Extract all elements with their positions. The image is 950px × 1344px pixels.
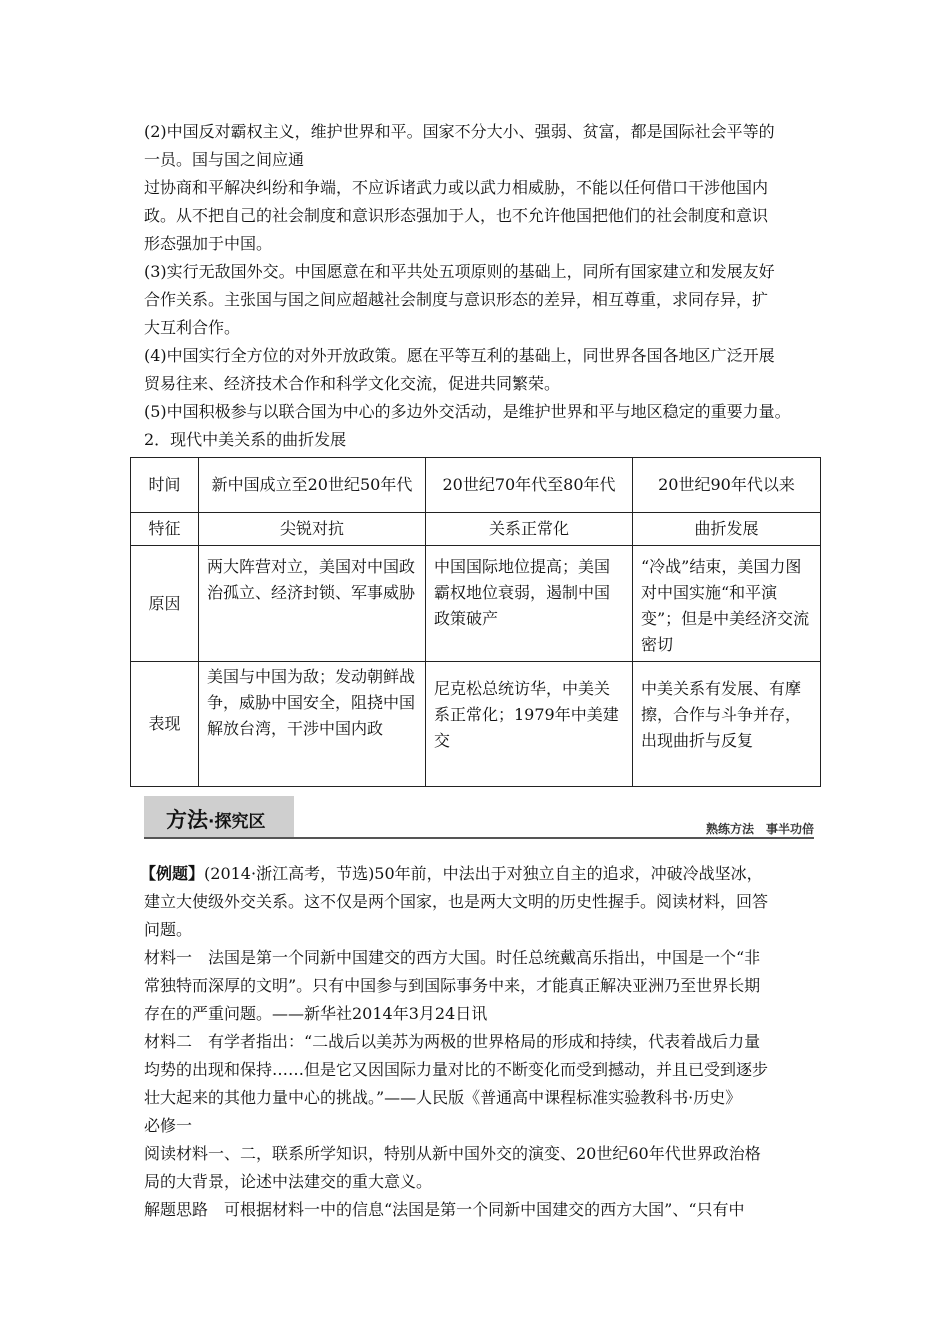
text-line [140,860,820,888]
text-line: 局的大背景，论述中法建交的重大意义。 [144,1172,433,1191]
paragraph-point-2 [144,118,814,258]
table-row [131,458,821,513]
text-line: 解题思路 可根据材料一中的信息“法国是第一个同新中国建交的西方大国”、“只有中 [144,1200,745,1219]
example-label: 【例题】 [140,864,205,883]
text-line: 政。从不把自己的社会制度和意识形态强加于人，也不允许他国把他们的社会制度和意识 [144,206,769,225]
text-line: 建立大使级外交关系。这不仅是两个国家，也是两大文明的历史性握手。阅读材料，回答 [144,892,769,911]
text-line: 问题。 [144,920,193,939]
table-cell: 时间 [131,458,199,513]
text-line: 过协商和平解决纠纷和争端，不应诉诸武力或以武力相威胁，不能以任何借口干涉他国内 [144,178,769,197]
table-cell: 20世纪90年代以来 [633,458,821,513]
table-cell: 中国国际地位提高；美国霸权地位衰弱，遏制中国政策破产 [426,546,633,662]
table-cell: 新中国成立至20世纪50年代 [199,458,426,513]
table-row [131,513,821,546]
example-block [140,860,820,1224]
table-cell: 尼克松总统访华，中美关系正常化；1979年中美建交 [426,662,633,787]
table-cell: 美国与中国为敌；发动朝鲜战争，威胁中国安全，阻挠中国解放台湾，干涉中国内政 [199,662,426,787]
table-cell: 20世纪70年代至80年代 [426,458,633,513]
table-cell: “冷战”结束，美国力图对中国实施“和平演变”；但是中美经济交流密切 [633,546,821,662]
banner-tagline: 熟练方法 事半功倍 [705,822,814,836]
text-line: 存在的严重问题。——新华社2014年3月24日讯 [144,1004,488,1023]
us-china-relations-table [130,457,821,787]
text-line: 必修一 [144,1116,193,1135]
text-line: 材料二 有学者指出：“二战后以美苏为两极的世界格局的形成和持续，代表着战后力量 [144,1032,761,1051]
text-line: 合作关系。主张国与国之间应超越社会制度与意识形态的差异，相互尊重，求同存异，扩 [144,290,769,309]
table-row [131,546,821,662]
text-line-content: (2014·浙江高考，节选)50年前，中法出于对独立自主的追求，冲破冷战坚冰， [204,864,763,883]
banner-title-main: 方法 [166,808,208,832]
text-line: 形态强加于中国。 [144,234,273,253]
banner-rule [144,837,814,839]
text-line: 一员。国与国之间应通 [144,150,305,169]
paragraph-point-3 [144,258,814,342]
text-line: 均势的出现和保持……但是它又因国际力量对比的不断变化而受到撼动，并且已受到逐步 [144,1060,769,1079]
text-line: 壮大起来的其他力量中心的挑战。”——人民版《普通高中课程标准实验教科书·历史》 [144,1088,742,1107]
table-cell: 曲折发展 [633,513,821,546]
table-cell: 原因 [131,546,199,662]
text-line: 贸易往来、经济技术合作和科学文化交流，促进共同繁荣。 [144,374,561,393]
text-line: 材料一 法国是第一个同新中国建交的西方大国。时任总统戴高乐指出，中国是一个“非 [144,948,761,967]
paragraph-point-5 [144,398,814,426]
text-line: 常独特而深厚的文明”。只有中国参与到国际事务中来，才能真正解决亚洲乃至世界长期 [144,976,761,995]
heading-text: 2．现代中美关系的曲折发展 [144,430,347,449]
table-cell: 关系正常化 [426,513,633,546]
text-line: 阅读材料一、二，联系所学知识，特别从新中国外交的演变、20世纪60年代世界政治格 [144,1144,761,1163]
text-line: (4)中国实行全方位的对外开放政策。愿在平等互利的基础上，同世界各国各地区广泛开展 [144,346,775,365]
table-cell: 特征 [131,513,199,546]
section-heading [144,426,814,454]
section-banner [144,796,814,840]
table-cell: 表现 [131,662,199,787]
table-cell: 中美关系有发展、有摩擦，合作与斗争并存，出现曲折与反复 [633,662,821,787]
text-line: (5)中国积极参与以联合国为中心的多边外交活动，是维护世界和平与地区稳定的重要力量。 [144,402,791,421]
paragraph-point-4 [144,342,814,398]
banner-title-sub: ·探究区 [208,812,266,832]
table-cell: 两大阵营对立，美国对中国政治孤立、经济封锁、军事威胁 [199,546,426,662]
text-line: 大互利合作。 [144,318,241,337]
banner-title [166,804,265,834]
table-cell: 尖锐对抗 [199,513,426,546]
table-row [131,662,821,787]
text-line: (3)实行无敌国外交。中国愿意在和平共处五项原则的基础上，同所有国家建立和发展友好 [144,262,775,281]
text-line: (2)中国反对霸权主义，维护世界和平。国家不分大小、强弱、贫富，都是国际社会平等的 [144,122,775,141]
